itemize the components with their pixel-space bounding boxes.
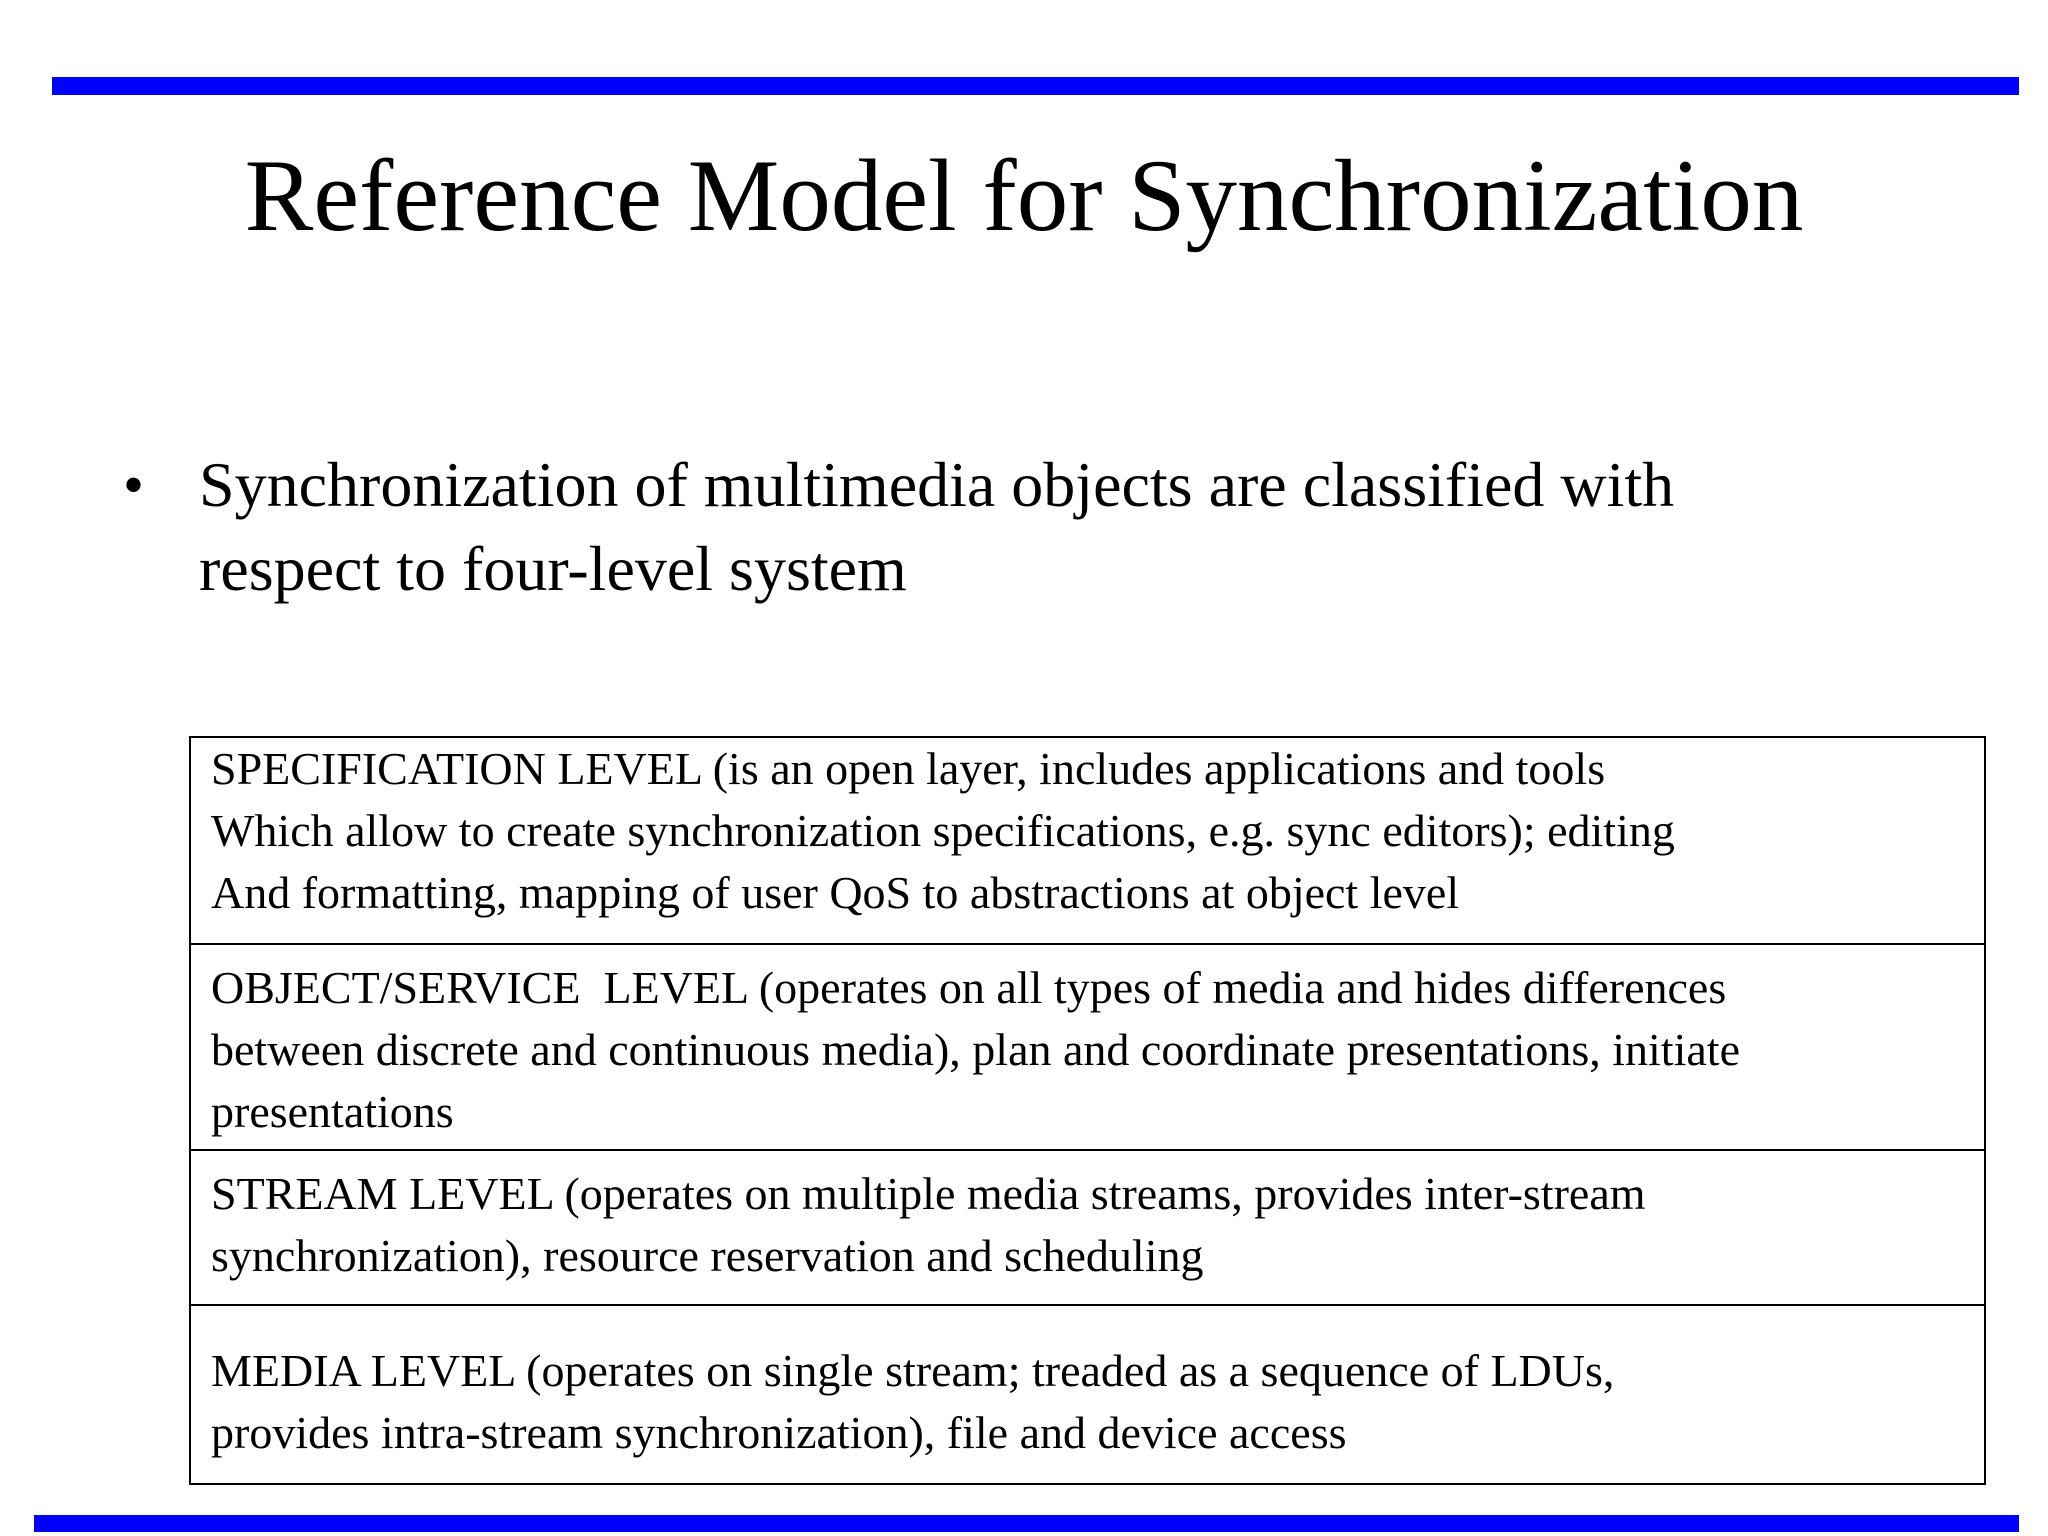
bottom-blue-rule (34, 1515, 2019, 1532)
top-blue-rule (52, 77, 2019, 95)
specification-level-box (191, 738, 1984, 943)
synchronization-levels-table (189, 736, 1986, 1485)
bullet-line: Synchronization of multimedia objects are classified with (199, 449, 1675, 520)
bullet-dot-icon: • (123, 452, 145, 518)
level-line: STREAM LEVEL (operates on multiple media streams, provides inter-stream (211, 1168, 1646, 1219)
level-line: provides intra-stream synchronization), file and device access (211, 1407, 1347, 1458)
bullet-text (199, 443, 1939, 611)
level-line: between discrete and continuous media), plan and coordinate presentations, initiate (211, 1024, 1740, 1075)
slide-title: Reference Model for Synchronization (244, 139, 1804, 253)
level-line: And formatting, mapping of user QoS to abstractions at object level (211, 867, 1460, 918)
level-line: SPECIFICATION LEVEL (is an open layer, includes applications and tools (211, 743, 1606, 794)
level-line: Which allow to create synchronization specifications, e.g. sync editors); editing (211, 805, 1675, 856)
level-line: MEDIA LEVEL (operates on single stream; treaded as a sequence of LDUs, (211, 1345, 1615, 1396)
level-line: synchronization), resource reservation and scheduling (211, 1230, 1204, 1281)
level-line: presentations (211, 1086, 454, 1137)
level-line: OBJECT/SERVICE LEVEL (operates on all types of media and hides differences (211, 962, 1727, 1013)
stream-level-box (191, 1149, 1984, 1304)
object-service-level-box (191, 943, 1984, 1149)
media-level-box (191, 1304, 1984, 1485)
bullet-line: respect to four-level system (199, 533, 907, 604)
